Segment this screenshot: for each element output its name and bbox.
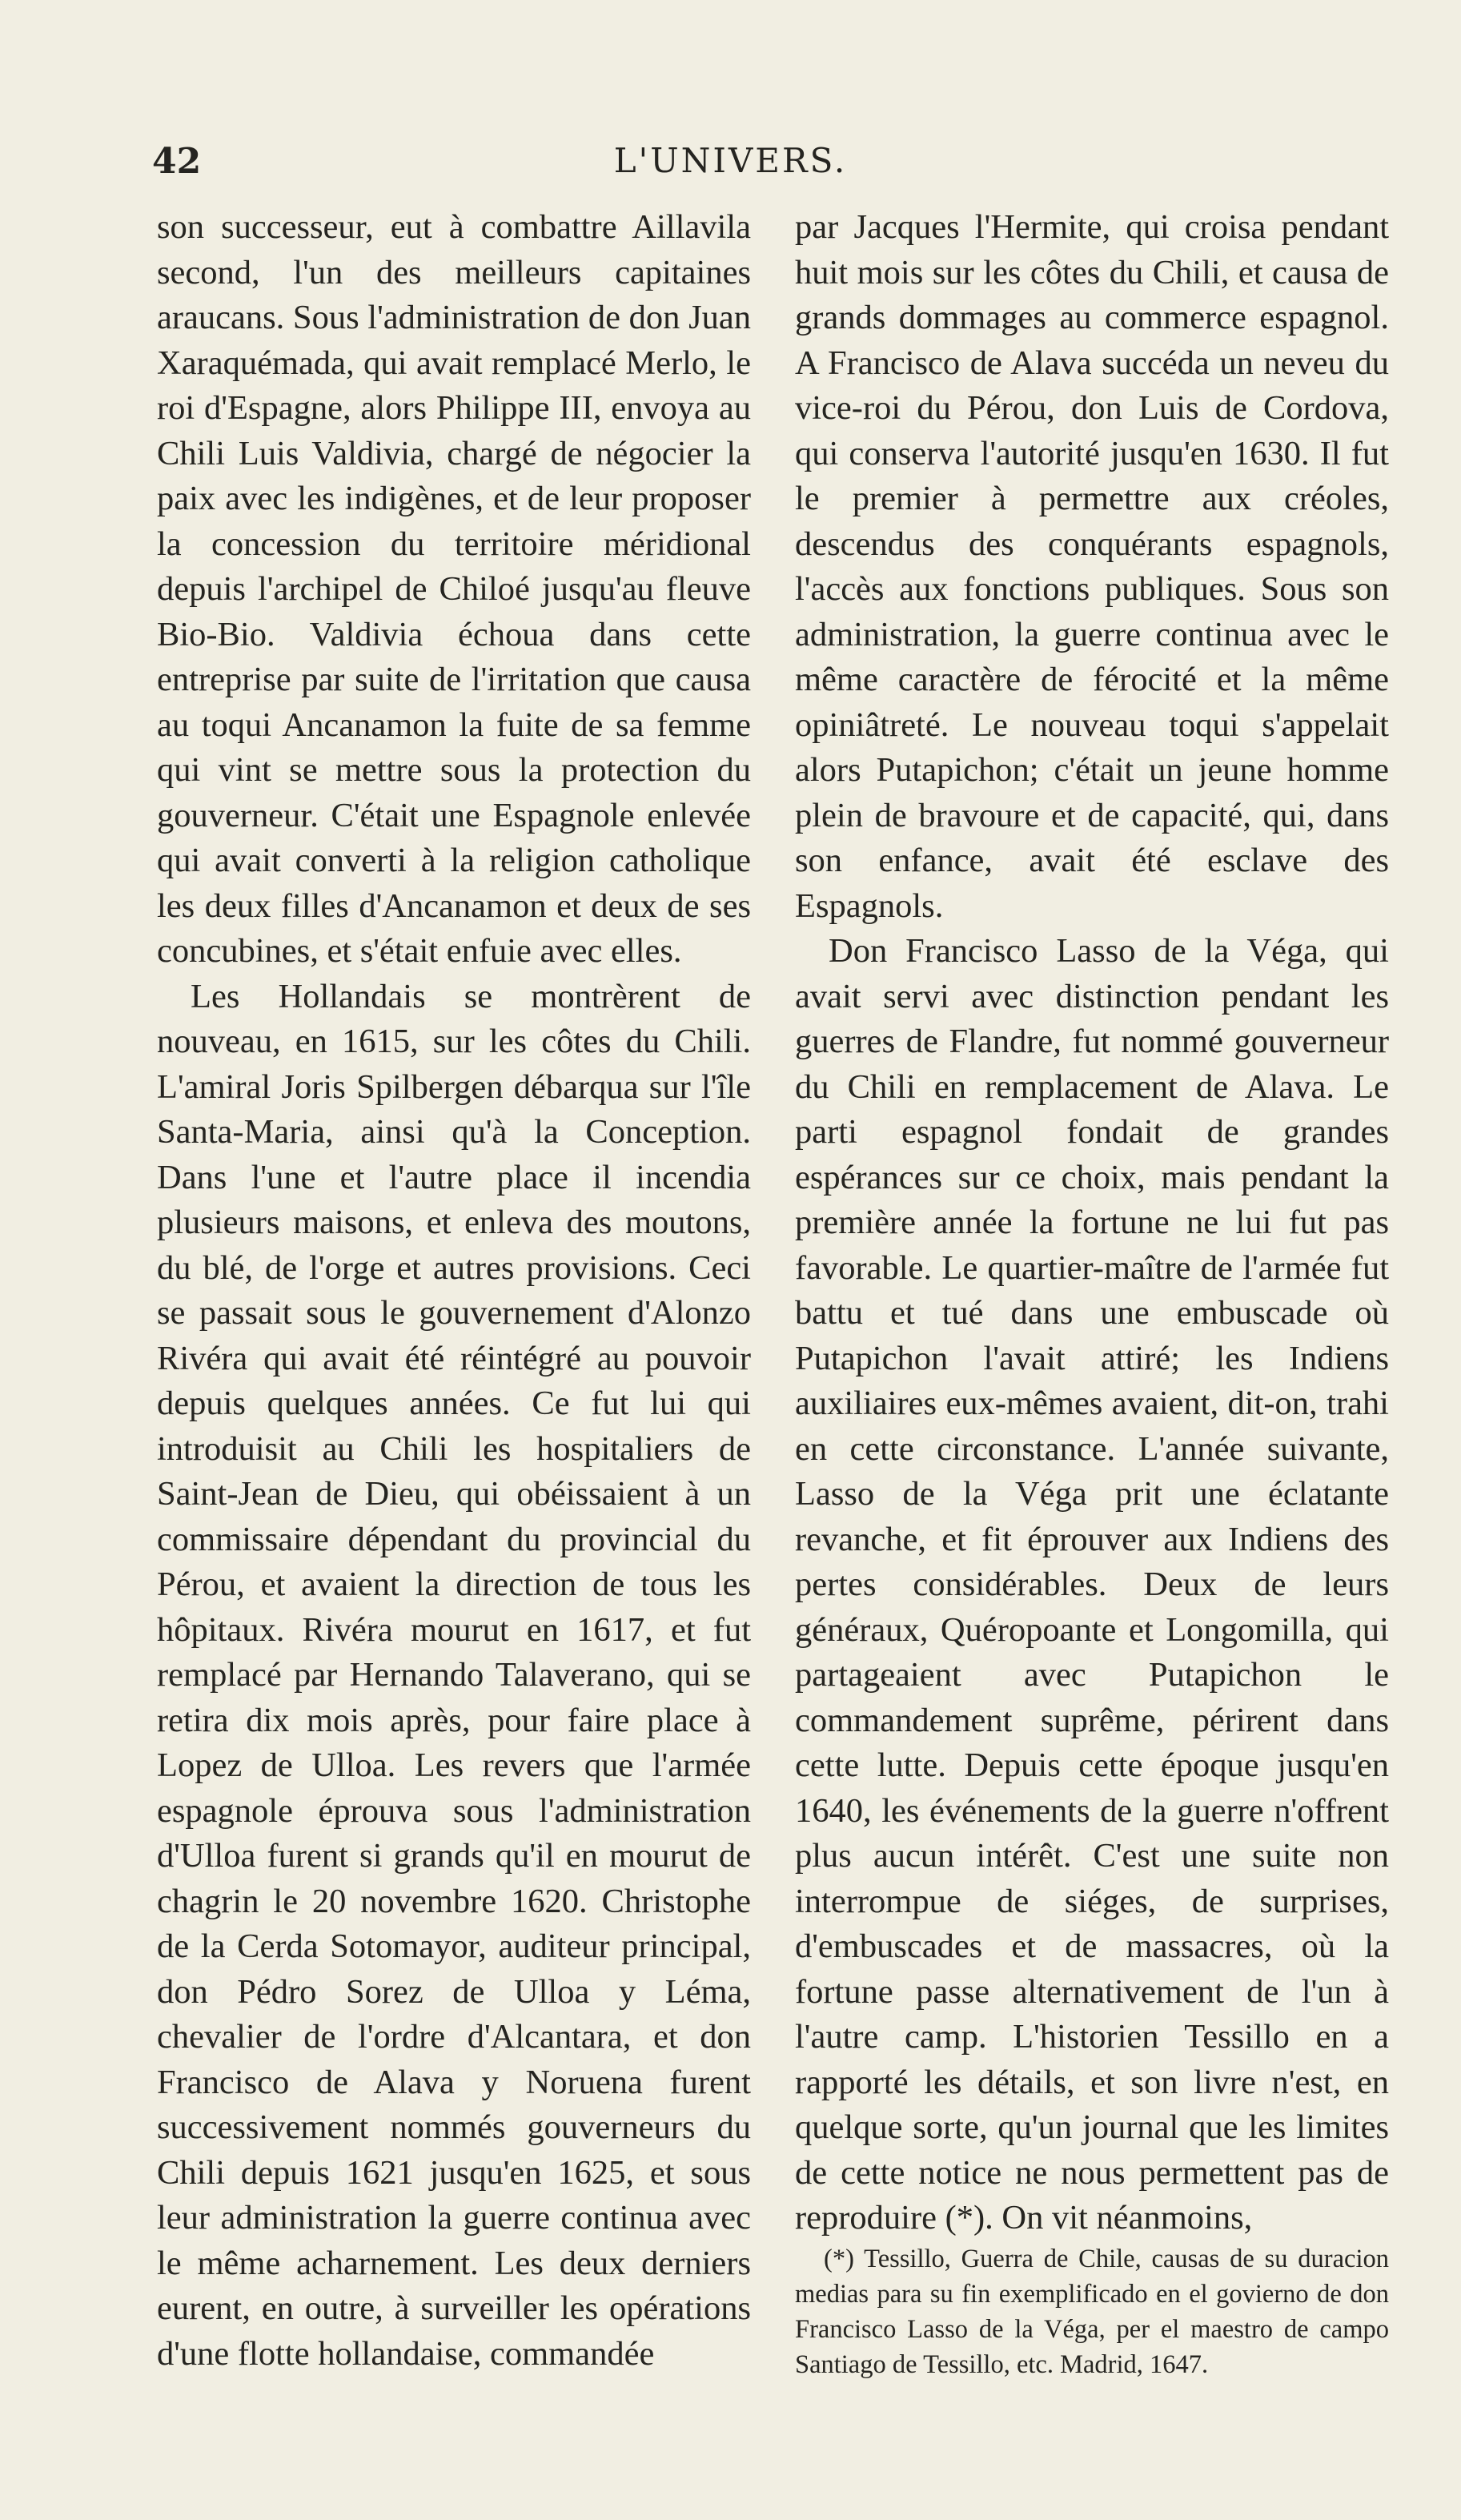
left-paragraph-1: son successeur, eut à combattre Aillavila second, l'un des meilleurs capitaines araucans. Sous l'administration de don Juan Xaraquémada, qui avait remplacé Merlo, le roi d'Espagne, alors Philippe III, envoya au Chili Luis Valdivia, chargé de négocier la paix avec les indigènes, et de leur proposer la concession du territoire méridional depuis l'archipel de Chiloé jusqu'au fleuve Bio-Bio. Valdivia échoua dans cette entreprise par suite de l'irritation que causa au toqui Ancanamon la fuite de sa femme qui vint se mettre sous la protection du gouverneur. C'était une Espagnole enlevée qui avait converti à la religion catholique les deux filles d'Ancanamon et deux de ses concubines, et s'était enfuie avec elles.: [157, 208, 751, 970]
running-title: L'UNIVERS.: [613, 141, 848, 180]
right-paragraph-2: Don Francisco Lasso de la Véga, qui avait servi avec distinction pendant les guerres de Flandre, fut nommé gouverneur du Chili en remplacement de Alava. Le parti espagnol fondait de grandes espérances sur ce choix, mais pendant la première année la fortune ne lui fut pas favorable. Le quartier-maître de l'armée fut battu et tué dans une embuscade où Putapichon l'avait attiré; les Indiens auxiliaires eux-mêmes avaient, dit-on, trahi en cette circonstance. L'année suivante, Lasso de la Véga prit une éclatante revanche, et fit éprouver aux Indiens des pertes considérables. Deux de leurs généraux, Quéropoante et Longomilla, qui partageaient avec Putapichon le commandement suprême, périrent dans cette lutte. Depuis cette époque jusqu'en 1640, les événements de la guerre n'offrent plus aucun intérêt. C'est une suite non interrompue de siéges, de surprises, d'embuscades et de massacres, où la fortune passe alternativement de l'un à l'autre camp. L'historien Tessillo en a rapporté les détails, et son livre n'est, en quelque sorte, qu'un journal que les limites de cette notice ne nous permettent pas de reproduire (*). On vit néanmoins,: [795, 932, 1389, 2237]
footnote: (*) Tessillo, Guerra de Chile, causas de su duracion medias para su fin exemplificado en el govierno de don Francisco Lasso de la Véga, per el maestro de campo Santiago de Tessillo, etc. Madrid, 1647.: [795, 2244, 1389, 2379]
left-column: [157, 205, 751, 2377]
left-paragraph-2: Les Hollandais se montrèrent de nouveau, en 1615, sur les côtes du Chili. L'amiral Joris Spilbergen débarqua sur l'île Santa-Maria, ainsi qu'à la Conception. Dans l'une et l'autre place il incendia plusieurs maisons, et enleva des moutons, du blé, de l'orge et autres provisions. Ceci se passait sous le gouvernement d'Alonzo Rivéra qui avait été réintégré au pouvoir depuis quelques années. Ce fut lui qui introduisit au Chili les hospitaliers de Saint-Jean de Dieu, qui obéissaient à un commissaire dépendant du provincial du Pérou, et avaient la direction de tous les hôpitaux. Rivéra mourut en 1617, et fut remplacé par Hernando Talaverano, qui se retira dix mois après, pour faire place à Lopez de Ulloa. Les revers que l'armée espagnole éprouva sous l'administration d'Ulloa furent si grands qu'il en mourut de chagrin le 20 novembre 1620. Christophe de la Cerda Sotomayor, auditeur principal, don Pédro Sorez de Ulloa y Léma, chevalier de l'ordre d'Alcantara, et don Francisco de Alava y Noruena furent successivement nommés gouverneurs du Chili depuis 1621 jusqu'en 1625, et sous leur administration la guerre continua avec le même acharnement. Les deux derniers eurent, en outre, à surveiller les opérations d'une flotte hollandaise, commandée: [157, 977, 751, 2373]
page-number: 42: [152, 141, 202, 182]
right-column: [795, 205, 1389, 2382]
right-paragraph-1: par Jacques l'Hermite, qui croisa pendant huit mois sur les côtes du Chili, et causa de grands dommages au commerce espagnol. A Francisco de Alava succéda un neveu du vice-roi du Pérou, don Luis de Cordova, qui conserva l'autorité jusqu'en 1630. Il fut le premier à permettre aux créoles, descendus des conquérants espagnols, l'accès aux fonctions publiques. Sous son administration, la guerre continua avec le même caractère de férocité et la même opiniâtreté. Le nouveau toqui s'appelait alors Putapichon; c'était un jeune homme plein de bravoure et de capacité, qui, dans son enfance, avait été esclave des Espagnols.: [795, 208, 1389, 925]
